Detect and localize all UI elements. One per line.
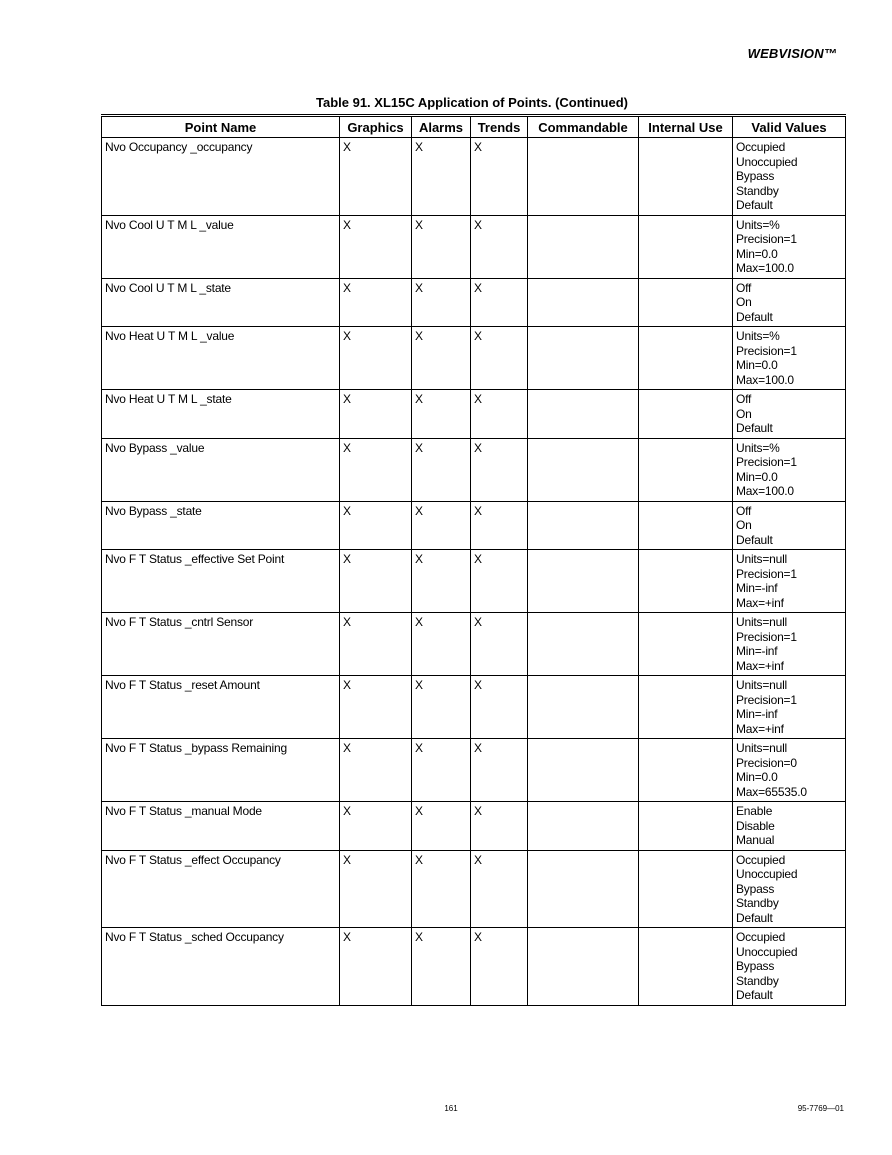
point-name-cell: Nvo Heat U T M L _value xyxy=(102,327,340,390)
valid-value-line: Default xyxy=(736,421,773,435)
alarms-cell: X xyxy=(412,215,471,278)
valid-values-cell xyxy=(733,438,846,501)
valid-value-line: Precision=1 xyxy=(736,343,797,358)
column-header-trends: Trends xyxy=(471,116,528,138)
valid-value-line: Unoccupied xyxy=(736,154,798,169)
internal-use-cell xyxy=(639,676,733,739)
graphics-cell: X xyxy=(340,278,412,327)
commandable-cell xyxy=(528,613,639,676)
valid-value-line: Min=-inf xyxy=(736,581,778,595)
valid-value-line: Unoccupied xyxy=(736,944,798,959)
graphics-cell: X xyxy=(340,928,412,1006)
valid-value-line: Min=0.0 xyxy=(736,358,778,372)
commandable-cell xyxy=(528,278,639,327)
internal-use-cell xyxy=(639,327,733,390)
table-row xyxy=(102,138,846,216)
valid-value-line: Min=-inf xyxy=(736,707,778,721)
table-row xyxy=(102,850,846,928)
graphics-cell: X xyxy=(340,327,412,390)
trends-cell: X xyxy=(471,802,528,851)
valid-value-line: Units=% xyxy=(736,440,780,455)
point-name-cell: Nvo F T Status _effective Set Point xyxy=(102,550,340,613)
valid-values-cell xyxy=(733,550,846,613)
trends-cell: X xyxy=(471,390,528,439)
point-name-cell: Nvo Occupancy _occupancy xyxy=(102,138,340,216)
commandable-cell xyxy=(528,138,639,216)
table-row xyxy=(102,550,846,613)
valid-value-line: Max=65535.0 xyxy=(736,784,807,799)
graphics-cell: X xyxy=(340,739,412,802)
valid-values-cell xyxy=(733,802,846,851)
commandable-cell xyxy=(528,928,639,1006)
valid-value-line: Min=0.0 xyxy=(736,469,778,484)
valid-value-line: Min=0.0 xyxy=(736,770,778,784)
internal-use-cell xyxy=(639,215,733,278)
internal-use-cell xyxy=(639,278,733,327)
point-name-cell: Nvo F T Status _manual Mode xyxy=(102,802,340,851)
alarms-cell: X xyxy=(412,928,471,1006)
trends-cell: X xyxy=(471,501,528,550)
graphics-cell: X xyxy=(340,850,412,928)
valid-value-line: On xyxy=(736,295,752,309)
graphics-cell: X xyxy=(340,613,412,676)
commandable-cell xyxy=(528,438,639,501)
valid-value-line: Units=null xyxy=(736,678,788,692)
valid-values-cell xyxy=(733,390,846,439)
trends-cell: X xyxy=(471,613,528,676)
trends-cell: X xyxy=(471,928,528,1006)
valid-value-line: Bypass xyxy=(736,169,775,183)
trends-cell: X xyxy=(471,739,528,802)
commandable-cell xyxy=(528,676,639,739)
alarms-cell: X xyxy=(412,327,471,390)
graphics-cell: X xyxy=(340,438,412,501)
point-name-cell: Nvo F T Status _bypass Remaining xyxy=(102,739,340,802)
valid-value-line: Default xyxy=(736,988,773,1002)
valid-value-line: Precision=1 xyxy=(736,566,797,581)
point-name-cell: Nvo Bypass _state xyxy=(102,501,340,550)
table-header-row xyxy=(102,116,846,138)
alarms-cell: X xyxy=(412,390,471,439)
alarms-cell: X xyxy=(412,802,471,851)
commandable-cell xyxy=(528,390,639,439)
valid-value-line: Standby xyxy=(736,183,779,198)
alarms-cell: X xyxy=(412,438,471,501)
valid-value-line: Max=100.0 xyxy=(736,261,794,275)
valid-values-cell xyxy=(733,850,846,928)
valid-value-line: Units=null xyxy=(736,741,788,755)
alarms-cell: X xyxy=(412,613,471,676)
valid-values-cell xyxy=(733,138,846,216)
trends-cell: X xyxy=(471,850,528,928)
point-name-cell: Nvo Cool U T M L _value xyxy=(102,215,340,278)
valid-value-line: Units=% xyxy=(736,217,780,232)
internal-use-cell xyxy=(639,501,733,550)
valid-values-cell xyxy=(733,928,846,1006)
commandable-cell xyxy=(528,739,639,802)
graphics-cell: X xyxy=(340,550,412,613)
trends-cell: X xyxy=(471,138,528,216)
column-header-point-name: Point Name xyxy=(102,116,340,138)
valid-value-line: Precision=0 xyxy=(736,755,797,770)
valid-value-line: Max=+inf xyxy=(736,721,784,736)
internal-use-cell xyxy=(639,550,733,613)
valid-value-line: Max=100.0 xyxy=(736,484,794,498)
internal-use-cell xyxy=(639,138,733,216)
table-row xyxy=(102,278,846,327)
point-name-cell: Nvo F T Status _cntrl Sensor xyxy=(102,613,340,676)
valid-value-line: Off xyxy=(736,503,752,518)
column-header-internal-use: Internal Use xyxy=(639,116,733,138)
graphics-cell: X xyxy=(340,390,412,439)
table-row xyxy=(102,676,846,739)
alarms-cell: X xyxy=(412,739,471,802)
valid-value-line: Default xyxy=(736,532,773,547)
valid-value-line: Default xyxy=(736,309,773,324)
valid-value-line: Unoccupied xyxy=(736,867,798,881)
document-number: 95-7769—01 xyxy=(797,1104,844,1113)
valid-value-line: Units=null xyxy=(736,552,788,566)
alarms-cell: X xyxy=(412,550,471,613)
valid-value-line: Units=null xyxy=(736,615,788,629)
point-name-cell: Nvo Cool U T M L _state xyxy=(102,278,340,327)
graphics-cell: X xyxy=(340,802,412,851)
trends-cell: X xyxy=(471,438,528,501)
running-header-title: WEBVISION™ xyxy=(747,46,837,61)
table-row xyxy=(102,613,846,676)
column-header-graphics: Graphics xyxy=(340,116,412,138)
valid-value-line: On xyxy=(736,518,752,532)
internal-use-cell xyxy=(639,390,733,439)
table-row xyxy=(102,327,846,390)
point-name-cell: Nvo Heat U T M L _state xyxy=(102,390,340,439)
table-row xyxy=(102,802,846,851)
table-row xyxy=(102,928,846,1006)
valid-value-line: Max=+inf xyxy=(736,595,784,610)
trends-cell: X xyxy=(471,550,528,613)
table-row xyxy=(102,390,846,439)
valid-value-line: Default xyxy=(736,910,773,925)
internal-use-cell xyxy=(639,928,733,1006)
valid-value-line: Bypass xyxy=(736,881,775,896)
table-row xyxy=(102,438,846,501)
point-name-cell: Nvo F T Status _effect Occupancy xyxy=(102,850,340,928)
alarms-cell: X xyxy=(412,278,471,327)
internal-use-cell xyxy=(639,850,733,928)
commandable-cell xyxy=(528,327,639,390)
column-header-valid-values: Valid Values xyxy=(733,116,846,138)
valid-value-line: Off xyxy=(736,280,752,295)
trends-cell: X xyxy=(471,278,528,327)
graphics-cell: X xyxy=(340,676,412,739)
internal-use-cell xyxy=(639,438,733,501)
alarms-cell: X xyxy=(412,501,471,550)
valid-value-line: Max=+inf xyxy=(736,658,784,673)
valid-value-line: Manual xyxy=(736,833,775,847)
valid-value-line: Bypass xyxy=(736,959,775,973)
alarms-cell: X xyxy=(412,138,471,216)
valid-value-line: Default xyxy=(736,198,773,212)
graphics-cell: X xyxy=(340,215,412,278)
column-header-commandable: Commandable xyxy=(528,116,639,138)
internal-use-cell xyxy=(639,802,733,851)
alarms-cell: X xyxy=(412,676,471,739)
valid-value-line: Standby xyxy=(736,973,779,988)
valid-value-line: Units=% xyxy=(736,329,780,343)
table-row xyxy=(102,739,846,802)
commandable-cell xyxy=(528,501,639,550)
trends-cell: X xyxy=(471,215,528,278)
valid-value-line: Occupied xyxy=(736,140,786,154)
point-name-cell: Nvo F T Status _reset Amount xyxy=(102,676,340,739)
valid-value-line: Enable xyxy=(736,804,773,818)
valid-value-line: Off xyxy=(736,392,752,406)
valid-value-line: Min=0.0 xyxy=(736,246,778,261)
points-table xyxy=(101,114,846,1006)
valid-value-line: Occupied xyxy=(736,852,786,867)
valid-values-cell xyxy=(733,327,846,390)
valid-values-cell xyxy=(733,215,846,278)
graphics-cell: X xyxy=(340,501,412,550)
valid-value-line: Precision=1 xyxy=(736,629,797,644)
point-name-cell: Nvo Bypass _value xyxy=(102,438,340,501)
valid-value-line: Disable xyxy=(736,818,775,833)
internal-use-cell xyxy=(639,739,733,802)
valid-values-cell xyxy=(733,278,846,327)
valid-value-line: Precision=1 xyxy=(736,455,797,469)
table-body xyxy=(102,138,846,1006)
table-row xyxy=(102,215,846,278)
valid-value-line: Occupied xyxy=(736,930,786,944)
commandable-cell xyxy=(528,802,639,851)
table-title: Table 91. XL15C Application of Points. (Continued) xyxy=(315,95,628,110)
commandable-cell xyxy=(528,215,639,278)
alarms-cell: X xyxy=(412,850,471,928)
valid-value-line: Max=100.0 xyxy=(736,372,794,387)
page-number: 161 xyxy=(444,1104,458,1113)
column-header-alarms: Alarms xyxy=(412,116,471,138)
table-row xyxy=(102,501,846,550)
valid-value-line: Precision=1 xyxy=(736,692,797,707)
valid-values-cell xyxy=(733,501,846,550)
valid-values-cell xyxy=(733,739,846,802)
point-name-cell: Nvo F T Status _sched Occupancy xyxy=(102,928,340,1006)
commandable-cell xyxy=(528,850,639,928)
trends-cell: X xyxy=(471,676,528,739)
valid-values-cell xyxy=(733,613,846,676)
valid-value-line: On xyxy=(736,406,752,421)
graphics-cell: X xyxy=(340,138,412,216)
internal-use-cell xyxy=(639,613,733,676)
valid-value-line: Precision=1 xyxy=(736,232,797,246)
trends-cell: X xyxy=(471,327,528,390)
valid-value-line: Min=-inf xyxy=(736,644,778,658)
commandable-cell xyxy=(528,550,639,613)
valid-value-line: Standby xyxy=(736,896,779,910)
valid-values-cell xyxy=(733,676,846,739)
